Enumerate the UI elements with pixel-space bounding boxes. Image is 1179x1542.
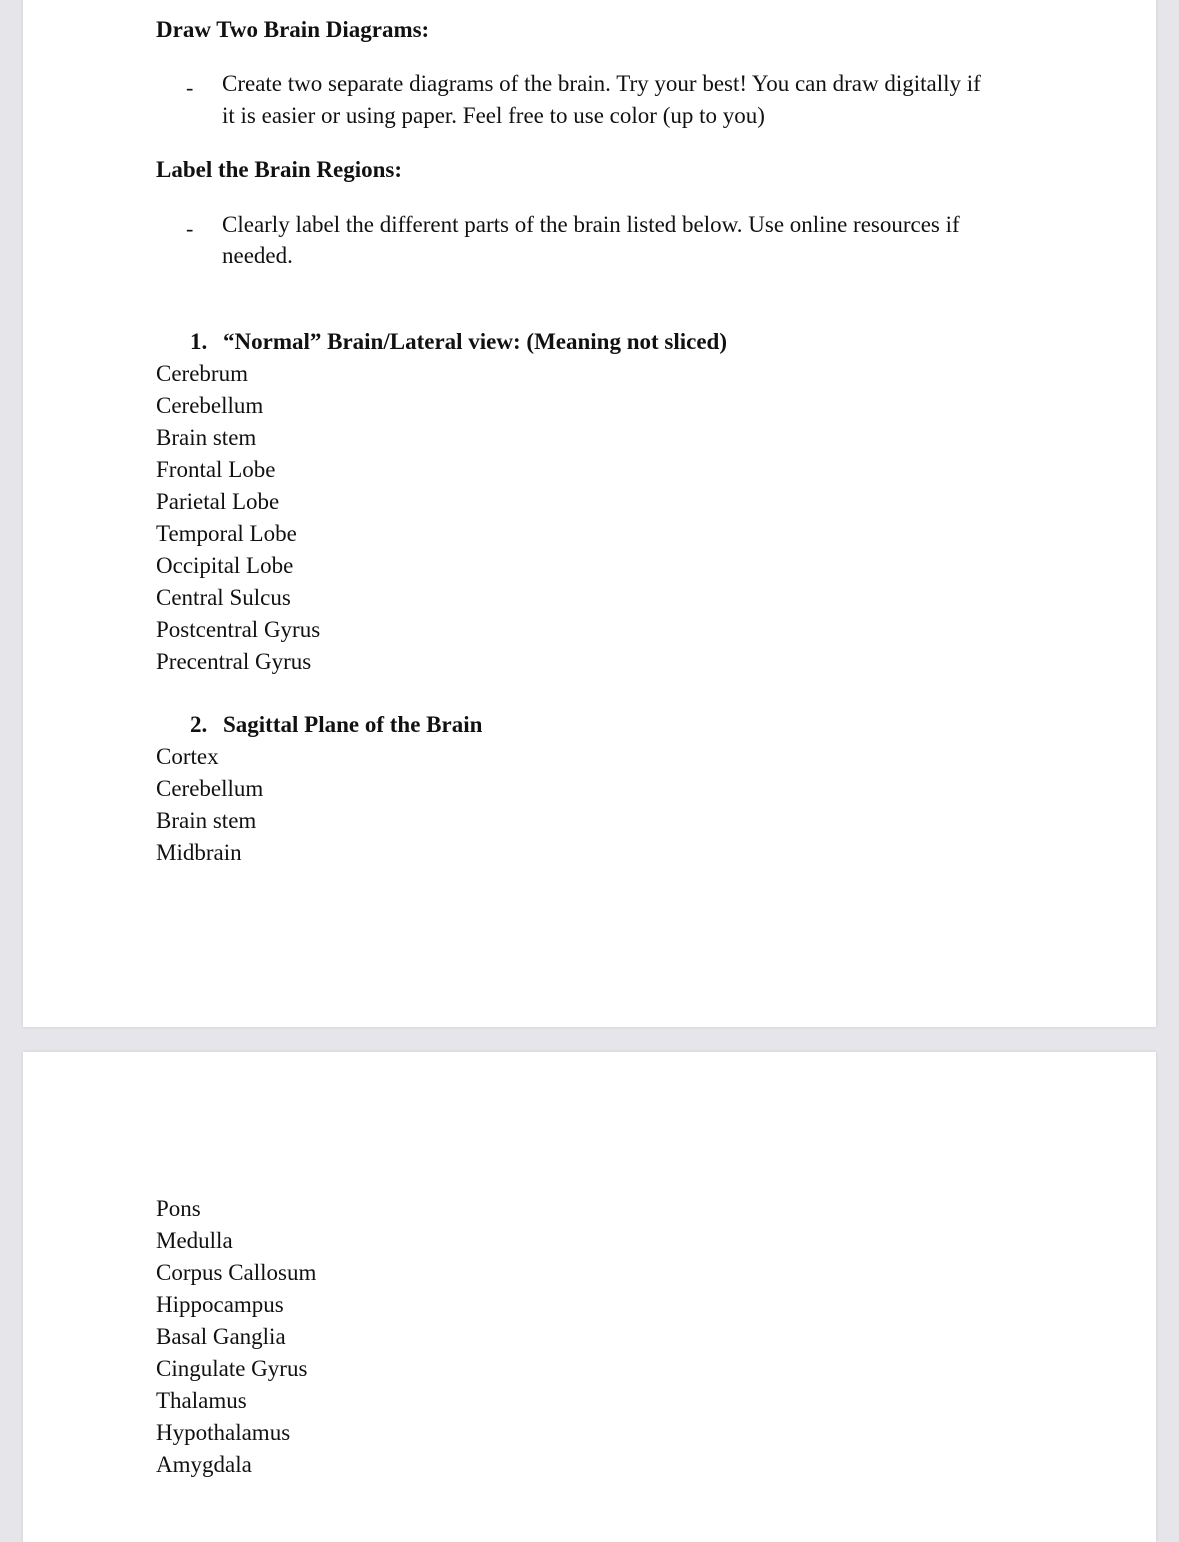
list-item: Midbrain (156, 840, 242, 865)
list-item: Hypothalamus (156, 1420, 291, 1445)
list-item: Thalamus (156, 1388, 247, 1413)
list-item: Cerebellum (156, 393, 264, 418)
bullet-text-line: it is easier or using paper. Feel free to use color (up to you) (222, 103, 765, 128)
list-item: Precentral Gyrus (156, 649, 312, 674)
list-item: Basal Ganglia (156, 1324, 286, 1349)
section-heading-draw-diagrams: Draw Two Brain Diagrams: (156, 17, 430, 42)
list-item: Amygdala (156, 1452, 252, 1477)
document-page-2 (23, 1052, 1156, 1542)
list-item: Parietal Lobe (156, 489, 280, 514)
list-item: Temporal Lobe (156, 521, 297, 546)
bullet-text-line: needed. (222, 243, 293, 268)
list-item: Medulla (156, 1228, 233, 1253)
bullet-text-line: Create two separate diagrams of the brain. Try your best! You can draw digitally if (222, 71, 981, 96)
list-item: Central Sulcus (156, 585, 291, 610)
list-item: Cingulate Gyrus (156, 1356, 308, 1381)
list-title: “Normal” Brain/Lateral view: (Meaning not sliced) (223, 329, 728, 354)
list-item: Frontal Lobe (156, 457, 276, 482)
list-item: Cerebellum (156, 776, 264, 801)
list-number: 2. (190, 712, 208, 737)
list-item: Hippocampus (156, 1292, 284, 1317)
sagittal-region-list-continued (156, 1193, 316, 1481)
list-item: Brain stem (156, 425, 257, 450)
list-item: Cortex (156, 744, 219, 769)
list-item: Occipital Lobe (156, 553, 294, 578)
list-item: Pons (156, 1196, 201, 1221)
section-heading-label-regions: Label the Brain Regions: (156, 157, 402, 182)
bullet-dash: - (186, 216, 194, 241)
lateral-view-region-list (156, 358, 320, 678)
bullet-text-line: Clearly label the different parts of the brain listed below. Use online resources if (222, 212, 960, 237)
list-title: Sagittal Plane of the Brain (223, 712, 483, 737)
sagittal-region-list (156, 741, 263, 869)
list-item: Postcentral Gyrus (156, 617, 321, 642)
bullet-dash: - (186, 75, 194, 100)
list-heading-lateral-view (190, 328, 727, 356)
list-item: Corpus Callosum (156, 1260, 317, 1285)
document-page-1 (23, 0, 1156, 1027)
list-number: 1. (190, 329, 208, 354)
list-item: Cerebrum (156, 361, 248, 386)
list-heading-sagittal-plane (190, 711, 482, 739)
list-item: Brain stem (156, 808, 257, 833)
